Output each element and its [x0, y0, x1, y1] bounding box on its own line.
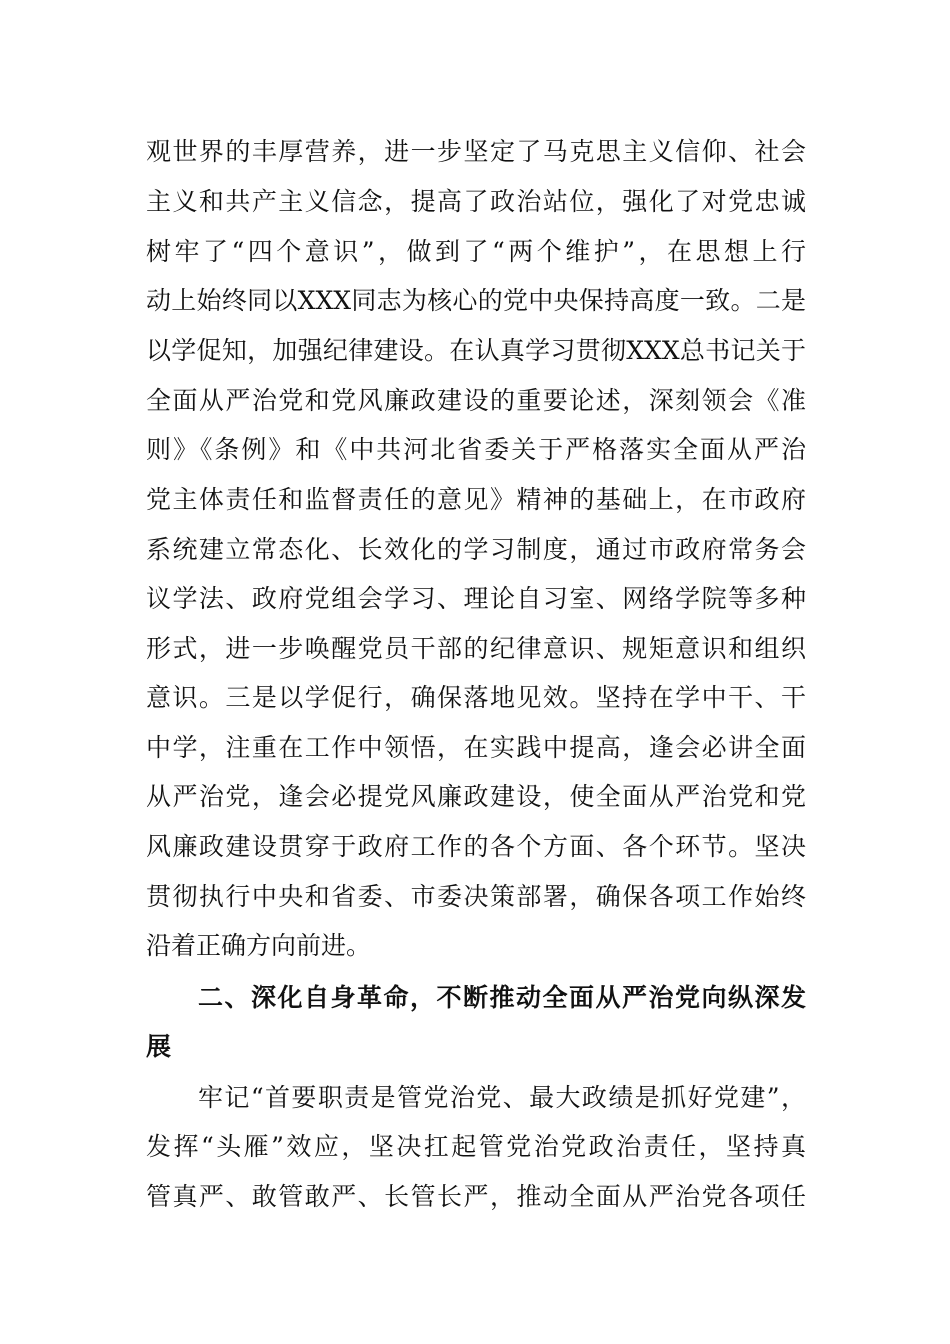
paragraph-line: 意识。三是以学促行，确保落地见效。坚持在学中干、干 — [146, 683, 806, 712]
paragraph-line: 形式，进一步唤醒党员干部的纪律意识、规矩意识和组织 — [146, 634, 806, 663]
paragraph-line: 系统建立常态化、长效化的学习制度，通过市政府常务会 — [146, 535, 806, 564]
paragraph-line: 则》《条例》和《中共河北省委关于严格落实全面从严治 — [146, 435, 806, 464]
paragraph-line: 主义和共产主义信念，提高了政治站位，强化了对党忠诚 — [146, 187, 806, 216]
paragraph-line: 树牢了“四个意识”，做到了“两个维护”，在思想上行 — [146, 237, 806, 266]
paragraph-line: 沿着正确方向前进。 — [146, 931, 372, 960]
paragraph-line: 观世界的丰厚营养，进一步坚定了马克思主义信仰、社会 — [146, 137, 806, 166]
paragraph-line: 全面从严治党和党风廉政建设的重要论述，深刻领会《准 — [146, 386, 806, 415]
paragraph-line: 从严治党，逢会必提党风廉政建设，使全面从严治党和党 — [146, 782, 806, 811]
paragraph-line: 议学法、政府党组会学习、理论自习室、网络学院等多种 — [146, 584, 806, 613]
paragraph-line: 中学，注重在工作中领悟，在实践中提高，逢会必讲全面 — [146, 733, 806, 762]
paragraph-line: 动上始终同以XXX同志为核心的党中央保持高度一致。二是 — [146, 286, 806, 315]
paragraph-line: 以学促知，加强纪律建设。在认真学习贯彻XXX总书记关于 — [146, 336, 806, 365]
paragraph-line: 牢记“首要职责是管党治党、最大政绩是抓好党建”， — [198, 1083, 806, 1112]
section-heading: 二、深化自身革命，不断推动全面从严治党向纵深发 — [198, 983, 806, 1012]
paragraph-line: 风廉政建设贯穿于政府工作的各个方面、各个环节。坚决 — [146, 832, 806, 861]
paragraph-line: 管真严、敢管敢严、长管长严，推动全面从严治党各项任 — [146, 1182, 806, 1211]
paragraph-line: 贯彻执行中央和省委、市委决策部署，确保各项工作始终 — [146, 882, 806, 911]
paragraph-line: 党主体责任和监督责任的意见》精神的基础上，在市政府 — [146, 485, 806, 514]
paragraph-line: 发挥“头雁”效应，坚决扛起管党治党政治责任，坚持真 — [146, 1132, 806, 1161]
section-heading-continued: 展 — [146, 1032, 172, 1061]
